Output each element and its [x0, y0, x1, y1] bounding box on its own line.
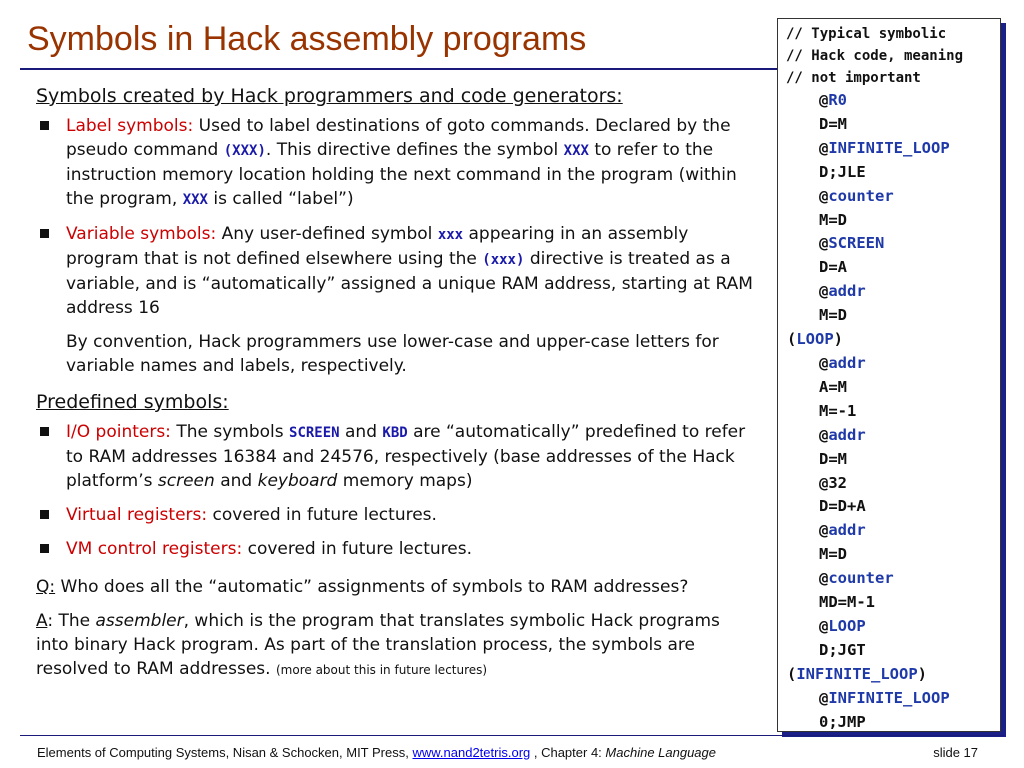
code-example-box — [777, 18, 1001, 732]
text: memory maps) — [337, 471, 473, 491]
at-prefix: @ — [819, 91, 829, 109]
question-text: Who does all the “automatic” assignments of symbols to RAM addresses? — [55, 577, 689, 597]
code-line: M=D — [819, 545, 847, 564]
text: Any user-defined symbol — [216, 224, 438, 244]
at-prefix: @ — [819, 186, 829, 205]
paren: ) — [917, 664, 928, 683]
emphasis: screen — [157, 471, 215, 491]
code-line — [778, 232, 1000, 256]
code-line: M=D — [819, 306, 847, 325]
at-prefix: @ — [819, 569, 829, 588]
code-token: (XXX) — [223, 143, 266, 159]
code-line — [778, 519, 1000, 543]
code-line: D=A — [819, 258, 847, 277]
code-line: D=M — [819, 449, 847, 468]
term-io-pointers: I/O pointers: — [66, 422, 171, 442]
text: is called “label”) — [207, 189, 354, 209]
code-label-symbol: INFINITE_LOOP — [796, 664, 918, 683]
code-symbol: SCREEN — [828, 234, 885, 253]
emphasis: assembler — [95, 611, 184, 631]
text: and — [214, 471, 258, 491]
code-line: D;JLE — [819, 162, 866, 181]
text: : The — [47, 611, 96, 631]
slide-title: Symbols in Hack assembly programs — [27, 20, 587, 58]
text: covered in future lectures. — [207, 505, 437, 525]
bullet-label-symbols — [36, 114, 756, 212]
title-divider — [20, 68, 777, 70]
bullet-virtual-registers — [36, 503, 756, 527]
code-symbol: addr — [828, 282, 866, 301]
code-line — [778, 663, 1000, 687]
code-symbol: addr — [828, 521, 866, 540]
footer-divider — [20, 735, 1004, 736]
at-prefix: @ — [819, 234, 829, 253]
text: directive is treated as a variable, and is “automatically” assigned a unique RAM address, starting at RAM address 16 — [66, 249, 753, 318]
at-prefix: @ — [819, 353, 829, 372]
code-line — [778, 687, 1000, 711]
code-comment: // not important — [786, 70, 921, 86]
text: appearing in an assembly program that is not defined elsewhere using the — [66, 224, 689, 269]
emphasis: keyboard — [257, 471, 338, 491]
text: are “automatically” predefined to refer to RAM addresses 16384 and 24576, respectively (base addresses of the Hack platform’s — [66, 422, 746, 491]
at-prefix: @ — [819, 425, 829, 444]
code-line — [778, 280, 1000, 304]
code-line: MD=M-1 — [819, 593, 875, 612]
code-symbol: counter — [828, 186, 894, 205]
code-token: KBD — [382, 425, 408, 441]
code-comment: // Typical symbolic — [786, 26, 947, 42]
term-virtual-registers: Virtual registers: — [66, 505, 208, 525]
term-label-symbols: Label symbols — [66, 116, 188, 136]
code-symbol: counter — [828, 569, 894, 588]
code-symbol: R0 — [828, 91, 848, 109]
code-line: D;JGT — [819, 640, 866, 659]
text: . This directive defines the symbol — [265, 140, 564, 160]
code-symbol: addr — [828, 353, 866, 372]
code-comment: // Hack code, meaning — [786, 48, 964, 64]
code-token: XXX — [563, 143, 589, 159]
paren: ( — [787, 330, 797, 349]
code-label-symbol: LOOP — [796, 330, 834, 349]
main-content — [36, 84, 756, 682]
code-line — [778, 89, 1000, 113]
paren: ) — [833, 330, 844, 349]
at-prefix: @ — [819, 616, 829, 635]
code-line — [778, 185, 1000, 209]
text: and — [339, 422, 383, 442]
code-token: XXX — [182, 192, 208, 208]
answer — [36, 609, 756, 682]
bullet-io-pointers — [36, 420, 756, 493]
code-line — [778, 137, 1000, 161]
at-prefix: @ — [819, 521, 829, 540]
term-variable-symbols: Variable symbols — [66, 224, 211, 244]
code-line: D=M — [819, 114, 847, 133]
square-bullet-icon — [40, 544, 49, 553]
code-symbol: INFINITE_LOOP — [828, 688, 950, 707]
square-bullet-icon — [40, 229, 49, 238]
code-lines — [778, 89, 1000, 734]
convention-paragraph: By convention, Hack programmers use lower-case and upper-case letters for variable names and labels, respectively. — [66, 332, 719, 376]
code-line — [778, 567, 1000, 591]
code-line: M=D — [819, 210, 847, 229]
text: covered in future lectures. — [242, 539, 473, 559]
code-line: D=D+A — [819, 497, 866, 516]
code-symbol: INFINITE_LOOP — [828, 138, 950, 157]
code-line — [778, 424, 1000, 448]
square-bullet-icon — [40, 121, 49, 130]
footer-citation — [37, 745, 716, 760]
code-symbol: addr — [828, 425, 866, 444]
section-header-predefined: Predefined symbols: — [36, 391, 229, 413]
term-colon: : — [187, 116, 194, 136]
code-line: M=-1 — [819, 401, 857, 420]
term-vm-control-registers: VM control registers: — [66, 539, 243, 559]
code-line: A=M — [819, 377, 847, 396]
code-token: (xxx) — [482, 252, 525, 268]
code-line — [778, 328, 1000, 352]
square-bullet-icon — [40, 427, 49, 436]
term-colon: : — [210, 224, 217, 244]
bullet-vm-control-registers — [36, 537, 756, 561]
code-line: @32 — [819, 473, 847, 492]
code-line — [778, 352, 1000, 376]
footer-text: , Chapter 4: — [530, 745, 606, 760]
text: to refer to the instruction memory location holding the next command in the program (within the program, — [66, 140, 737, 209]
code-line — [778, 615, 1000, 639]
at-prefix: @ — [819, 688, 829, 707]
text: The symbols — [170, 422, 290, 442]
question — [36, 575, 756, 599]
answer-note: (more about this in future lectures) — [275, 663, 488, 677]
paren: ( — [787, 664, 797, 683]
answer-label: A — [36, 611, 48, 631]
at-prefix: @ — [819, 138, 829, 157]
bullet-variable-symbols — [36, 222, 756, 320]
footer-text: Elements of Computing Systems, Nisan & Schocken, MIT Press, — [37, 745, 413, 760]
square-bullet-icon — [40, 510, 49, 519]
text: , which is the program that translates symbolic Hack programs into binary Hack program. As part of the translation process, the symbols are resolved to RAM addresses. — [36, 611, 720, 679]
at-prefix: @ — [819, 282, 829, 301]
slide-number: slide 17 — [933, 745, 978, 760]
text: Used to label destinations of goto commands. Declared by the pseudo command — [66, 116, 731, 160]
code-symbol: LOOP — [828, 616, 866, 635]
code-token: SCREEN — [289, 425, 340, 441]
section-header-programmer-symbols: Symbols created by Hack programmers and code generators: — [36, 85, 623, 107]
question-label: Q: — [36, 577, 56, 597]
footer-chapter-title: Machine Language — [605, 745, 716, 760]
code-token: xxx — [437, 227, 464, 243]
footer-link[interactable]: www.nand2tetris.org — [412, 745, 531, 760]
code-line: 0;JMP — [819, 712, 866, 731]
